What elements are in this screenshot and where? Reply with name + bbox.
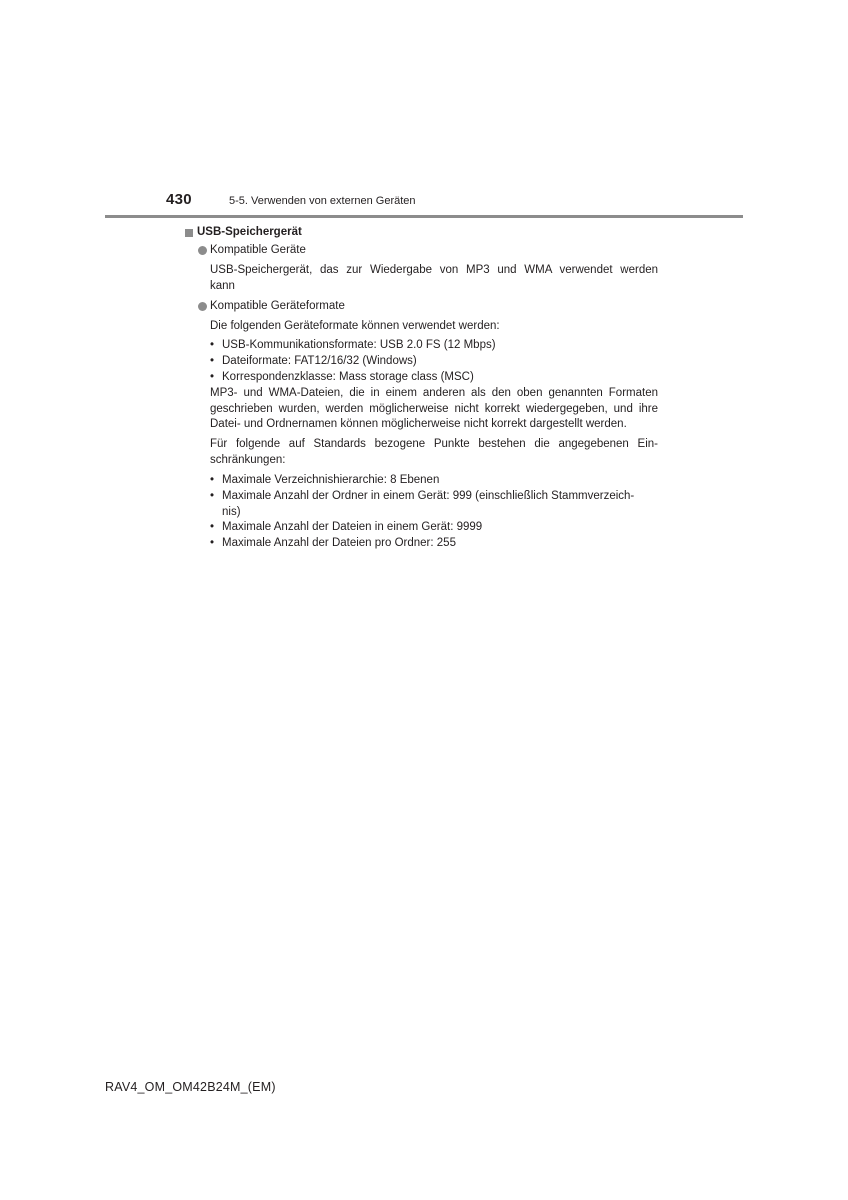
compatible-devices-text-line2: kann xyxy=(210,280,235,292)
section-heading-label: USB-Speichergerät xyxy=(197,226,302,238)
list-item: • Dateiformate: FAT12/16/32 (Windows) xyxy=(210,354,417,367)
circle-icon xyxy=(198,302,207,311)
formats-list xyxy=(210,338,658,385)
list-item: • Maximale Verzeichnishierarchie: 8 Ebenen xyxy=(210,474,440,486)
list-item: • Maximale Anzahl der Dateien in einem Gerät: 9999 xyxy=(210,521,483,534)
subheading-label: Kompatible Geräte xyxy=(210,244,306,256)
limits-intro-line2: schränkungen: xyxy=(210,454,286,466)
section-title: 5-5. Verwenden von externen Geräten xyxy=(229,195,416,207)
list-item: • USB-Kommunikationsformate: USB 2.0 FS (12 Mbps) xyxy=(210,339,496,351)
list-item: • Korrespondenzklasse: Mass storage class (MSC) xyxy=(210,370,474,383)
subheading-label: Kompatible Geräteformate xyxy=(210,300,345,312)
formats-note-line1: MP3- und WMA-Dateien, die in einem anderen als den oben genannten Formaten xyxy=(210,387,658,399)
subheading-compatible-devices xyxy=(198,243,306,259)
footer-code: RAV4_OM_OM42B24M_(EM) xyxy=(105,1080,276,1094)
subheading-compatible-formats xyxy=(198,299,345,315)
list-item: • Maximale Anzahl der Dateien pro Ordner: 255 xyxy=(210,537,456,550)
formats-note-line3: Datei- und Ordnernamen können möglicherweise nicht korrekt dargestellt werden. xyxy=(210,418,627,430)
formats-note-line2: geschrieben wurden, werden möglicherweise nicht korrekt wiedergegeben, und ihre xyxy=(210,403,658,415)
limits-intro-line1: Für folgende auf Standards bezogene Punkte bestehen die angegebenen Ein- xyxy=(210,438,658,450)
page-number: 430 xyxy=(166,191,192,208)
list-item: • Maximale Anzahl der Ordner in einem Gerät: 999 (einschließlich Stammverzeich- xyxy=(210,489,635,502)
formats-intro: Die folgenden Geräteformate können verwendet werden: xyxy=(210,320,500,332)
section-heading xyxy=(185,225,302,241)
list-item: nis) xyxy=(222,505,241,518)
compatible-devices-text-line1: USB-Speichergerät, das zur Wiedergabe von MP3 und WMA verwendet werden xyxy=(210,264,658,276)
square-icon xyxy=(185,229,193,237)
circle-icon xyxy=(198,246,207,255)
header-divider xyxy=(105,215,743,218)
limits-list xyxy=(210,473,658,552)
